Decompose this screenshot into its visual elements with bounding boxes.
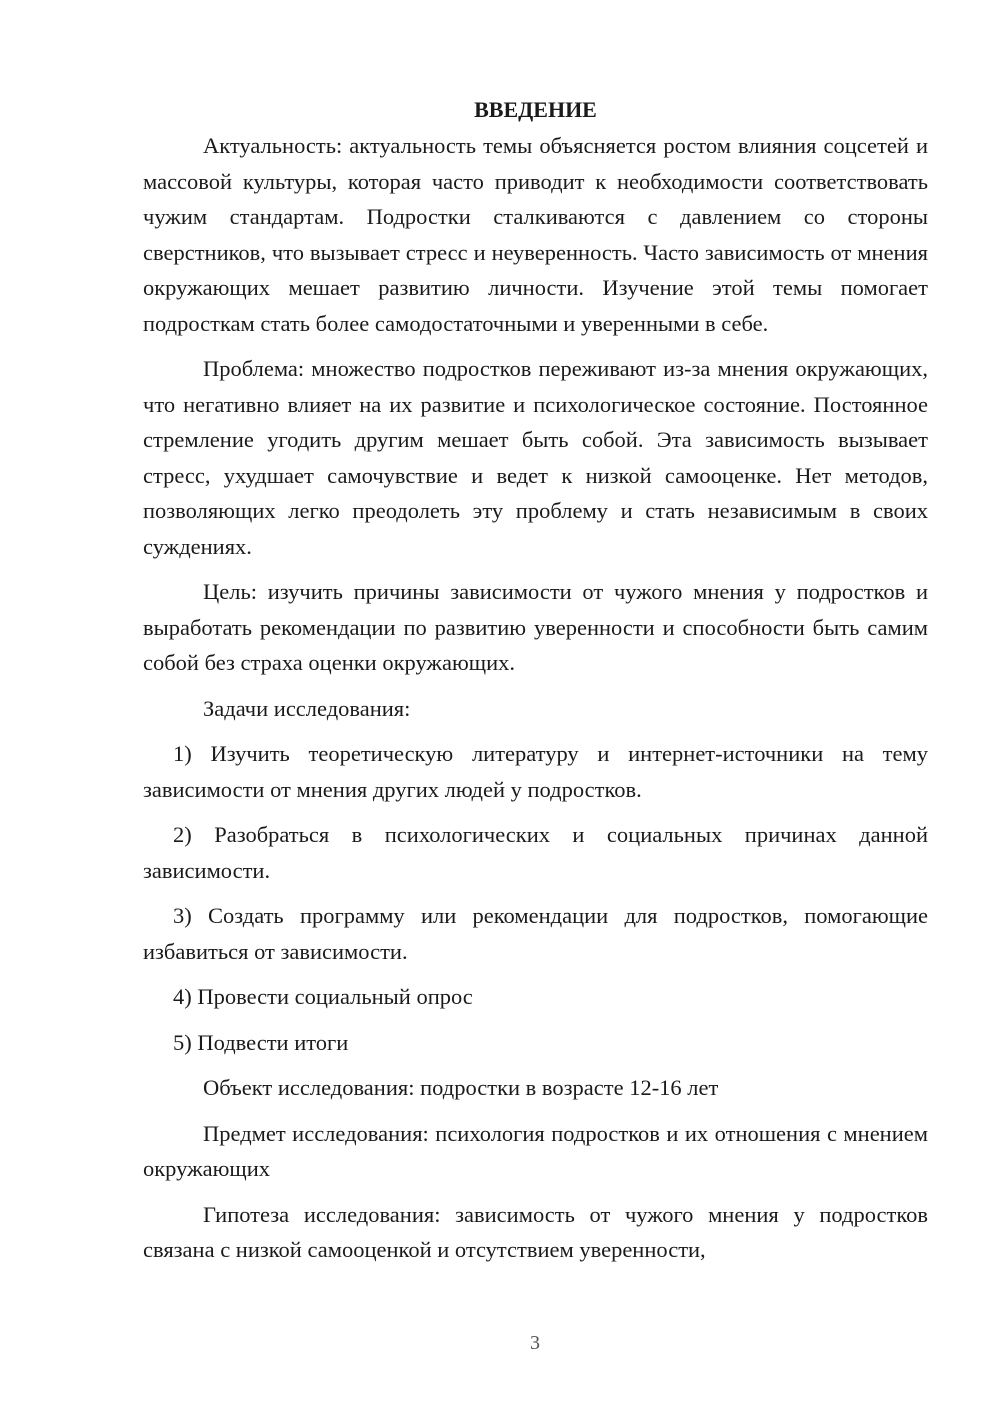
paragraph-object: Объект исследования: подростки в возрасте 12-16 лет [203, 1075, 719, 1100]
task-item-5: 5) Подвести итоги [173, 1029, 349, 1055]
tasks-heading: Задачи исследования: [203, 695, 411, 721]
task-item-3: 3) Создать программу или рекомендации для подростков, помогающие избавиться от зависимости. [143, 903, 928, 964]
paragraph-problem: Проблема: множество подростков переживают из-за мнения окружающих, что негативно влияет на их развитие и психологическое состояние. Постоянное стремление угодить другим мешает быть собой. Эта зависимость вызывает стресс, ухудшает самочувствие и ведет к низкой самооценке. Нет методов, позволяющих легко преодолеть эту проблему и стать независимым в своих суждениях. [143, 356, 928, 559]
task-item-1: 1) Изучить теоретическую литературу и интернет-источники на тему зависимости от мнения других людей у подростков. [143, 741, 928, 802]
task-item-2: 2) Разобраться в психологических и социальных причинах данной зависимости. [143, 822, 928, 883]
paragraph-subject: Предмет исследования: психология подростков и их отношения с мнением окружающих [143, 1120, 928, 1181]
section-heading: ВВЕДЕНИЕ [474, 97, 597, 122]
paragraph-relevance: Актуальность: актуальность темы объясняется ростом влияния соцсетей и массовой культуры, которая часто приводит к необходимости соответствовать чужим стандартам. Подростки сталкиваются с давлением со стороны сверстников, что вызывает стресс и неуверенность. Часто зависимость от мнения окружающих мешает развитию личности. Изучение этой темы помогает подросткам стать более самодостаточными и уверенными в себе. [143, 133, 928, 336]
task-item-4: 4) Провести социальный опрос [173, 984, 473, 1009]
page-number: 3 [530, 1332, 540, 1354]
paragraph-hypothesis: Гипотеза исследования: зависимость от чужого мнения у подростков связана с низкой самооценкой и отсутствием уверенности, [143, 1201, 928, 1262]
paragraph-goal: Цель: изучить причины зависимости от чужого мнения у подростков и выработать рекомендации по развитию уверенности и способности быть самим собой без страха оценки окружающих. [143, 579, 928, 675]
document-page [143, 92, 928, 1278]
